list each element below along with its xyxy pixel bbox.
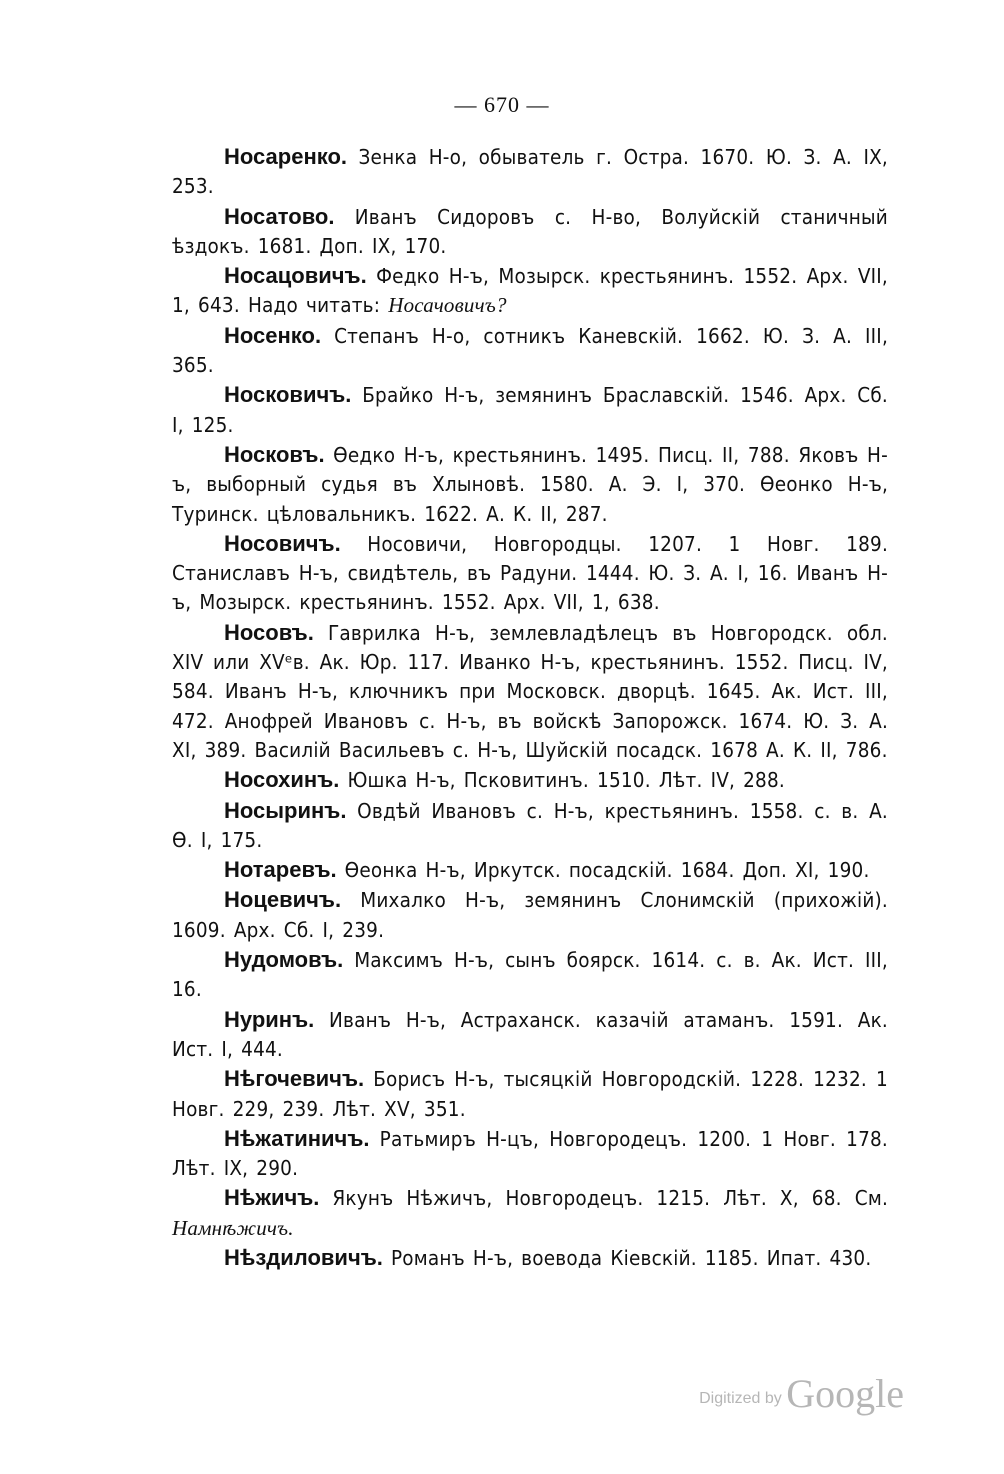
entry-headword: Носковичъ. [224,382,352,408]
dictionary-entry [172,1243,888,1273]
entry-text: Романъ Н-ъ, воевода Кіевскій. 1185. Ипат. 430. [390,1245,872,1270]
entry-text: Федко Н-ъ, Мозырск. крестьянинъ. 1552. Арх. VII, 1, 643. Надо читать: [172,264,888,318]
entry-text: Гаврилка Н-ъ, землевладѣлецъ въ Новгородск. обл. XIV или XVᵉв. Ак. Юр. 117. Иванко Н-ъ, крестьянинъ. 1552. Писц. IV, 584. Иванъ Н-ъ, ключникъ при Московск. дворцѣ. 1645. Ак. Ист. III, 472. Анофрей Ивановъ с. Н-ъ, въ войскѣ Запорожск. 1674. Ю. З. А. XI, 389. Василій Васильевъ с. Н-ъ, Шуйскій посадск. 1678 А. К. II, 786. [172,620,888,762]
entry-text: Зенка Н-о, обыватель г. Остра. 1670. Ю. З. А. IX, 253. [172,145,888,199]
entry-text: Борисъ Н-ъ, тысяцкій Новгородскій. 1228. 1232. 1 Новг. 229, 239. Лѣт. XV, 351. [172,1067,888,1121]
entry-headword: Нуринъ. [224,1006,315,1032]
page-number: — 670 — [454,92,550,117]
entry-headword: Носаренко. [224,144,348,169]
digitized-by-google-watermark [699,1370,904,1417]
dictionary-entry [172,765,888,795]
entry-headword: Носовъ. [224,619,314,645]
dictionary-entry [172,618,888,765]
entry-headword: Нотаревъ. [224,857,337,883]
entry-text: Михалко Н-ъ, земянинъ Слонимскій (прихожій). 1609. Арх. Сб. I, 239. [172,888,888,942]
entry-text: Овдѣй Ивановъ с. Н-ъ, крестьянинъ. 1558. с. в. А. Ѳ. I, 175. [172,798,888,852]
entry-headword: Нѣздиловичъ. [224,1244,383,1270]
dictionary-entry [172,440,888,529]
entry-text: Ѳедко Н-ъ, крестьянинъ. 1495. Писц. II, 788. Яковъ Н-ъ, выборный судья въ Хлыновѣ. 1580. А. Э. I, 370. Ѳеонко Н-ъ, Туринск. цѣловальникъ. 1622. А. К. II, 287. [172,442,888,526]
entry-text: Якунъ Нѣжичъ, Новгородецъ. 1215. Лѣт. X, 68. См. [332,1186,888,1211]
entry-headword: Носацовичъ. [224,263,367,289]
entry-headword: Нѣжатиничъ. [224,1125,370,1151]
entry-text: Ѳеонка Н-ъ, Иркутск. посадскій. 1684. Доп. XI, 190. [344,858,870,883]
entry-headword: Нѣжичъ. [224,1185,320,1211]
dictionary-entry [172,1183,888,1243]
entry-text: Иванъ Сидоровъ с. Н-во, Волуйскій станичный ѣздокъ. 1681. Доп. IX, 170. [172,204,888,258]
dictionary-entry [172,796,888,856]
entry-text: Иванъ Н-ъ, Астраханск. казачій атаманъ. 1591. Ак. Ист. I, 444. [172,1007,888,1061]
entry-italic-note: Носачовичъ? [388,293,507,318]
dictionary-entry [172,261,888,321]
dictionary-entry [172,1124,888,1184]
entry-text: Юшка Н-ъ, Псковитинъ. 1510. Лѣт. IV, 288. [347,768,785,793]
dictionary-entry [172,1005,888,1065]
entry-headword: Носатово. [224,203,335,229]
entry-text: Носовичи, Новгородцы. 1207. 1 Новг. 189. Станиславъ Н-ъ, свидѣтель, въ Радуни. 1444. Ю. З. А. I, 16. Иванъ Н-ъ, Мозырск. крестьянинъ. 1552. Арх. VII, 1, 638. [172,531,889,615]
dictionary-entry [172,142,888,202]
entry-text: Ратьмиръ Н-цъ, Новгородецъ. 1200. 1 Новг. 178. Лѣт. IX, 290. [172,1126,888,1181]
dictionary-entry [172,202,888,262]
entry-headword: Носохинъ. [224,767,340,793]
entry-headword: Носенко. [224,322,322,348]
dictionary-entry [172,321,888,381]
entries-list [172,142,888,1273]
dictionary-entry [172,885,888,945]
entry-headword: Ноцевичъ. [224,887,342,913]
entry-headword: Носовичъ. [224,530,341,556]
entry-text: Максимъ Н-ъ, сынъ боярск. 1614. с. в. Ак. Ист. III, 16. [172,948,888,1002]
entry-headword: Носковъ. [224,441,325,467]
entry-headword: Носыринъ. [224,797,347,823]
entry-italic-note: Намнѣжичъ. [172,1215,294,1240]
entry-text: Степанъ Н-о, сотникъ Каневскій. 1662. Ю. З. А. III, 365. [172,323,889,378]
entry-headword: Нудомовъ. [224,947,344,973]
dictionary-entry [172,529,888,618]
dictionary-entry [172,1064,888,1124]
watermark-prefix: Digitized by [699,1390,782,1407]
entry-headword: Нѣгочевичъ. [224,1066,365,1092]
dictionary-entry [172,855,888,885]
entry-text: Брайко Н-ъ, земянинъ Браславскій. 1546. Арх. Сб. I, 125. [172,383,888,437]
dictionary-entry [172,945,888,1005]
watermark-brand: Google [786,1371,904,1416]
dictionary-entry [172,380,888,440]
